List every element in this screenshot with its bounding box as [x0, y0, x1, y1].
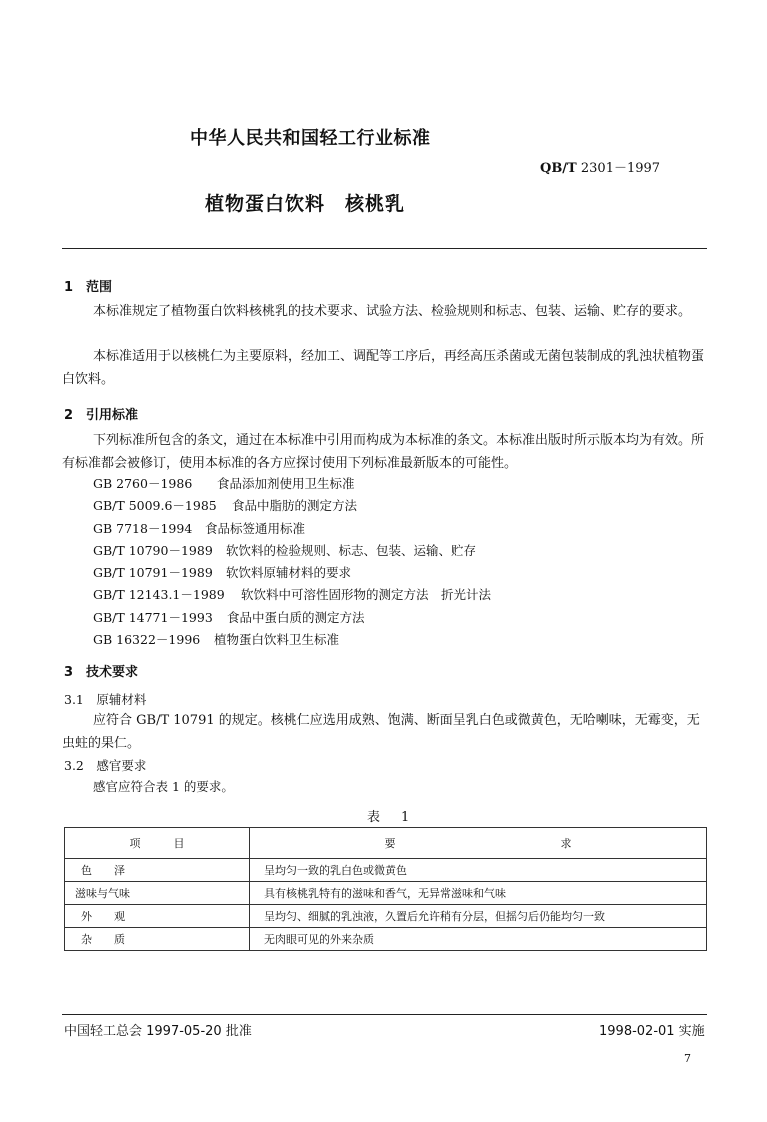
industry-standard-title: 中华人民共和国轻工行业标准 — [190, 128, 431, 149]
section-2-paragraph: 下列标准所包含的条文，通过在本标准中引用而构成为本标准的条文。本标准出版时所示版本均为有效。所有标准都会被修订，使用本标准的各方应探讨使用下列标准最新版本的可能性。 — [62, 433, 705, 471]
reference-title: 软饮料的检验规则、标志、包装、运输、贮存 — [226, 542, 477, 558]
reference-title: 软饮料中可溶性固形物的测定方法 折光计法 — [241, 587, 492, 603]
referenced-standards-list — [93, 473, 491, 651]
table-header-item: 项 目 — [65, 828, 250, 859]
header-divider — [62, 248, 707, 249]
effective-date-note: 1998-02-01 实施 — [599, 1024, 705, 1039]
standard-number — [540, 157, 660, 176]
table-row — [65, 905, 707, 928]
footer-divider — [62, 1014, 707, 1015]
table-cell-requirement: 具有核桃乳特有的滋味和香气，无异常滋味和气味 — [250, 882, 707, 905]
table-cell-item: 色 泽 — [65, 859, 250, 882]
reference-item — [93, 495, 491, 517]
reference-title: 植物蛋白饮料卫生标准 — [214, 632, 340, 648]
reference-item — [93, 518, 491, 540]
table-header-row — [65, 828, 707, 859]
section-2-heading: 2 引用标准 — [64, 408, 139, 423]
table-cell-item: 外 观 — [65, 905, 250, 928]
table-cell-item: 滋味与气味 — [65, 882, 250, 905]
table-cell-requirement: 呈均匀、细腻的乳浊液，久置后允许稍有分层，但摇匀后仍能均匀一致 — [250, 905, 707, 928]
subsection-3-1-heading: 3.1 原辅材料 — [64, 692, 147, 707]
reference-title: 食品添加剂使用卫生标准 — [217, 476, 355, 491]
page-number: 7 — [684, 1052, 691, 1065]
table-row — [65, 882, 707, 905]
reference-item — [93, 607, 491, 629]
document-title: 植物蛋白饮料 核桃乳 — [205, 193, 406, 215]
reference-code: GB 16322－1996 — [93, 632, 201, 648]
table-cell-item: 杂 质 — [65, 928, 250, 951]
table-cell-requirement: 呈均匀一致的乳白色或微黄色 — [250, 859, 707, 882]
subsection-3-1-text: 应符合 GB/T 10791 的规定。核桃仁应选用成熟、饱满、断面呈乳白色或微黄色，无哈喇味，无霉变，无虫蛀的果仁。 — [62, 713, 700, 751]
table-row — [65, 859, 707, 882]
reference-code: GB/T 5009.6－1985 — [93, 498, 217, 514]
reference-item — [93, 473, 491, 495]
standard-prefix: QB/T — [540, 161, 577, 176]
reference-item — [93, 584, 491, 606]
subsection-3-2-heading: 3.2 感官要求 — [64, 758, 147, 773]
reference-item — [93, 629, 491, 651]
reference-code: GB/T 10790－1989 — [93, 542, 213, 558]
reference-title: 食品标签通用标准 — [205, 520, 306, 536]
reference-code: GB/T 14771－1993 — [93, 609, 213, 625]
section-1-paragraph-1: 本标准规定了植物蛋白饮料核桃乳的技术要求、试验方法、检验规则和标志、包装、运输、贮存的要求。 — [93, 304, 692, 319]
reference-code: GB/T 12143.1－1989 — [93, 587, 225, 603]
subsection-3-2-text: 感官应符合表 1 的要求。 — [93, 779, 234, 794]
table-header-requirement: 要 求 — [250, 828, 707, 859]
reference-code: GB 2760－1986 — [93, 476, 193, 491]
approval-note: 中国轻工总会 1997-05-20 批准 — [64, 1024, 252, 1039]
table-1-caption: 表 1 — [367, 810, 414, 825]
table-cell-requirement: 无肉眼可见的外来杂质 — [250, 928, 707, 951]
section-1-paragraph-2: 本标准适用于以核桃仁为主要原料，经加工、调配等工序后，再经高压杀菌或无菌包装制成的乳浊状植物蛋白饮料。 — [62, 349, 705, 387]
reference-title: 软饮料原辅材料的要求 — [226, 565, 352, 581]
section-3-heading: 3 技术要求 — [64, 665, 139, 680]
reference-item — [93, 540, 491, 562]
sensory-requirements-table — [64, 827, 707, 951]
reference-title: 食品中脂肪的测定方法 — [232, 498, 358, 514]
reference-code: GB 7718－1994 — [93, 520, 193, 536]
reference-item — [93, 562, 491, 584]
reference-code: GB/T 10791－1989 — [93, 565, 213, 581]
standard-code: 2301－1997 — [580, 161, 661, 176]
reference-title: 食品中蛋白质的测定方法 — [227, 609, 365, 625]
section-1-heading: 1 范围 — [64, 280, 113, 295]
table-row — [65, 928, 707, 951]
